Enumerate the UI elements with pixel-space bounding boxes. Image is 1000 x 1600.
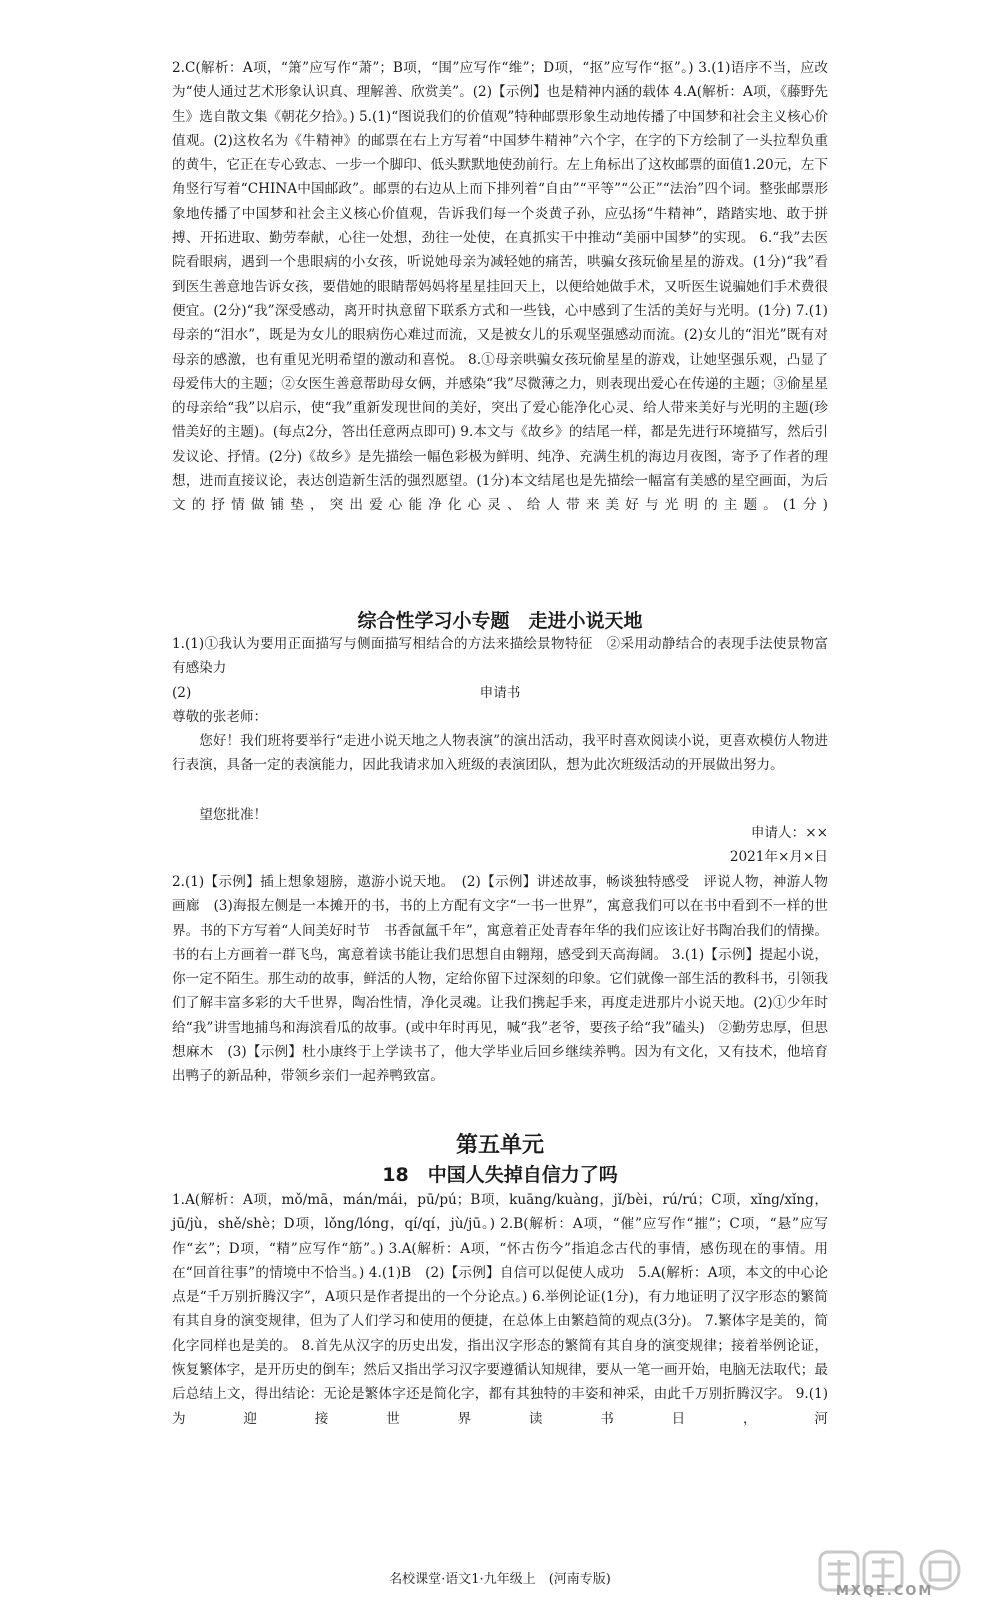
lesson-title: 18 中国人失掉自信力了吗 xyxy=(382,1164,618,1186)
letter-salutation: 尊敬的张老师： xyxy=(172,709,268,725)
letter-title: 申请书 xyxy=(479,685,521,701)
page-footer: 名校课堂·语文1·九年级上 (河南专版) xyxy=(389,1572,611,1587)
watermark-url: MXQE.COM xyxy=(836,1584,934,1599)
q1-part2-number: (2) xyxy=(172,685,192,701)
unit-title: 第五单元 xyxy=(455,1133,544,1158)
answers-block-2: 2.(1)【示例】插上想象翅膀，遨游小说天地。 (2)【示例】讲述故事，畅谈独特感受 评说人物，神游人物画廊 (3)海报左侧是一本摊开的书，书的上方配有文字“一书一世界”，寓意我们可以在书中看到不一样的世界。书的下方写着“人间美好时节 书香氤氲千年”，寓意着正处青春年华的我们应该让好书陶冶我们的情操。书的右上方画着一群飞鸟，寓意着读书能让我们思想自由翱翔，感受到天高海阔。 3.(1)【示例】提起小说，你一定不陌生。那生动的故事，鲜活的人物，定给你留下过深刻的印象。它们就像一部生活的教科书，引领我们了解丰富多彩的大千世界，陶冶性情，净化灵魂。让我们携起手来，再度走进那片小说天地。(2)①少年时给“我”讲雪地捕鸟和海滨看瓜的故事。(或中年时再见，喊“我”老爷，要孩子给“我”磕头) ②勤劳忠厚，但思想麻木 (3)【示例】杜小康终于上学读书了，他大学毕业后回乡继续养鸭。因为有文化，又有技术，他培育出鸭子的新品种，带领乡亲们一起养鸭致富。 xyxy=(172,874,828,1085)
letter-closing: 望您批准！ xyxy=(199,807,268,823)
answers-block-3: 1.A(解析：A项，mǒ/mā，mán/mái，pū/pú；B项，kuāng/kuàng，jǐ/bèi，rú/rú；C项，xǐng/xǐng，jū/jù，shě/shè；D项，lǒng/lóng，qí/qí，jù/jū。) 2.B(解析：A项，“催”应写作“摧”；C项，“悬”应写作“玄”；D项，“精”应写作“筋”。) 3.A(解析：A项，“怀古伤今”指追念古代的事情，感伤现在的事情。用在“回首往事”的情境中不恰当。) 4.(1)B (2)【示例】自信可以促使人成功 5.A(解析：A项，本文的中心论点是“千万别折腾汉字”，A项只是作者提出的一个分论点。) 6.举例论证(1分)，有力地证明了汉字形态的繁简有其自身的演变规律，但为了人们学习和使用的便捷，在总体上由繁趋简的观点(3分)。 7.繁体字是美的，简化字同样也是美的。 8.首先从汉字的历史出发，指出汉字形态的繁简有其自身的演变规律；接着举例论证，恢复繁体字，是开历史的倒车；然后又指出学习汉字要遵循认知规律，要从一笔一画开始，电脑无法取代；最后总结上文，得出结论：无论是繁体字还是简化字，都有其独特的丰姿和神采，由此千万别折腾汉字。 9.(1)为迎接世界读书日，河 xyxy=(172,1192,828,1427)
answers-block-1: 2.C(解析：A项，“箫”应写作“萧”；B项，“围”应写作“维”；D项，“抠”应写作“抠”。) 3.(1)语序不当，应改为“使人通过艺术形象认识真、理解善、欣赏美”。(2)【示例】也是精神内涵的载体 4.A(解析：A项，《藤野先生》选自散文集《朝花夕拾》。) 5.(1)“图说我们的价值观”特种邮票形象生动地传播了中国梦和社会主义核心价值观。(2)这枚名为《牛精神》的邮票在右上方写着“中国梦牛精神”六个字，在字的下方绘制了一头拉犁负重的黄牛，它正在专心致志、一步一个脚印、低头默默地使劲前行。左上角标出了这枚邮票的面值1.20元，左下角竖行写着“CHINA中国邮政”。邮票的右边从上而下排列着“自由”“平等”“公正”“法治”四个词。整张邮票形象地传播了中国梦和社会主义核心价值观，告诉我们每一个炎黄子孙，应弘扬“牛精神”，踏踏实地、敢于拼搏、开拓进取、勤劳奉献，心往一处想，劲往一处使，在真抓实干中推动“美丽中国梦”的实现。 6.“我”去医院看眼病，遇到一个患眼病的小女孩，听说她母亲为减轻她的痛苦，哄骗女孩玩偷星星的游戏。(1分)“我”看到医生善意地告诉女孩，要借她的眼睛帮妈妈将星星挂回天上，以便给她做手术，又听医生说骗她们手术费很便宜。(2分)“我”深受感动，离开时执意留下联系方式和一些钱，心中感到了生活的美好与光明。(1分) 7.(1)母亲的“泪水”，既是为女儿的眼病伤心难过而流，又是被女儿的乐观坚强感动而流。(2)女儿的“泪光”既有对母亲的感激，也有重见光明希望的激动和喜悦。 8.①母亲哄骗女孩玩偷星星的游戏，让她坚强乐观，凸显了母爱伟大的主题；②女医生善意帮助母女俩，并感染“我”尽微薄之力，则表现出爱心在传递的主题；③偷星星的母亲给“我”以启示，使“我”重新发现世间的美好，突出了爱心能净化心灵、给人带来美好与光明的主题(珍惜美好的主题)。(每点2分，答出任意两点即可) 9.本文与《故乡》的结尾一样，都是先进行环境描写，然后引发议论、抒情。(2分)《故乡》是先描绘一幅色彩极为鲜明、纯净、充满生机的海边月夜图，寄予了作者的理想，进而直接议论，表达创造新生活的强烈愿望。(1分)本文结尾也是先描绘一幅富有美感的星空画面，为后文的抒情做铺垫，突出爱心能净化心灵、给人带来美好与光明的主题。(1分) xyxy=(172,60,828,514)
letter-body: 您好！我们班将要举行“走进小说天地之人物表演”的演出活动，我平时喜欢阅读小说，更喜欢模仿人物进行表演，具备一定的表演能力，因此我请求加入班级的表演团队，想为此次班级活动的开展做出努力。 xyxy=(172,733,828,774)
letter-date: 2021年×月×日 xyxy=(729,849,828,865)
letter-applicant: 申请人：×× xyxy=(750,825,828,841)
section-title-novel: 综合性学习小专题 走进小说天地 xyxy=(357,610,643,632)
q1-answer: 1.(1)①我认为要用正面描写与侧面描写相结合的方法来描绘景物特征 ②采用动静结合的表现手法使景物富有感染力 xyxy=(172,636,828,677)
